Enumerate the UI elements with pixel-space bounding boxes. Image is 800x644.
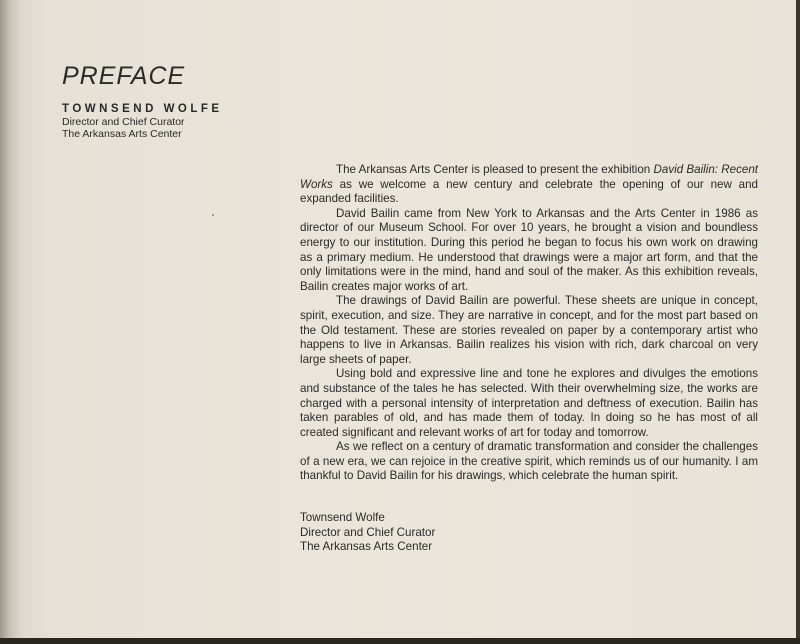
author-role: Director and Chief Curator <box>62 116 185 128</box>
paragraph-4: Using bold and expressive line and tone he explores and divulges the emotions and substance of the tales he has selected. With their overwhelming size, the works are charged with a personal intensity of interpretation and deftness of execution. Bailin has taken parables of old, and has made them of today. In doing so he has most of all created significant and relevant works of art for today and tomorrow. <box>300 367 758 439</box>
paragraph-2: David Bailin came from New York to Arkansas and the Arts Center in 1986 as director of our Museum School. For over 10 years, he brought a vision and boundless energy to our institution. During this period he began to focus his own work on drawing as a primary medium. He understood that drawings were a major art form, and that the only limitations were in the mind, hand and soul of the maker. As this exhibition reveals, Bailin creates major works of art. <box>300 206 758 293</box>
preface-body <box>300 163 758 484</box>
signature-name: Townsend Wolfe <box>300 511 385 524</box>
paragraph-1 <box>300 163 758 207</box>
paragraph-1-intro: The Arkansas Arts Center is pleased to present the exhibition <box>336 163 654 176</box>
signature-role: Director and Chief Curator <box>300 525 436 539</box>
page-title: PREFACE <box>62 62 186 90</box>
signature-block <box>300 511 435 555</box>
page-bottom-edge <box>0 638 800 644</box>
paragraph-1-rest: as we welcome a new century and celebrate the opening of our new and expanded facilities. <box>300 177 758 206</box>
paragraph-5: As we reflect on a century of dramatic transformation and consider the challenges of a new era, we can rejoice in the creative spirit, which reminds us of our humanity. I am thankful to David Bailin for his drawings, which celebrate the human spirit. <box>300 440 758 483</box>
author-block <box>62 102 223 140</box>
author-organization: The Arkansas Arts Center <box>62 127 182 140</box>
paragraph-3: The drawings of David Bailin are powerful. These sheets are unique in concept, spirit, execution, and size. They are narrative in concept, and for the most part based on the Old testament. These are stories revealed on paper by a contemporary artist who happens to live in Arkansas. Bailin realizes his vision with rich, dark charcoal on very large sheets of paper. <box>300 294 758 366</box>
page-gutter-shadow <box>0 0 22 644</box>
page-right-edge <box>796 0 800 644</box>
paper-speck <box>212 214 214 216</box>
author-name: TOWNSEND WOLFE <box>62 103 223 115</box>
exhibition-title: David Bailin: Recent Works <box>300 163 758 191</box>
signature-organization: The Arkansas Arts Center <box>300 540 433 554</box>
